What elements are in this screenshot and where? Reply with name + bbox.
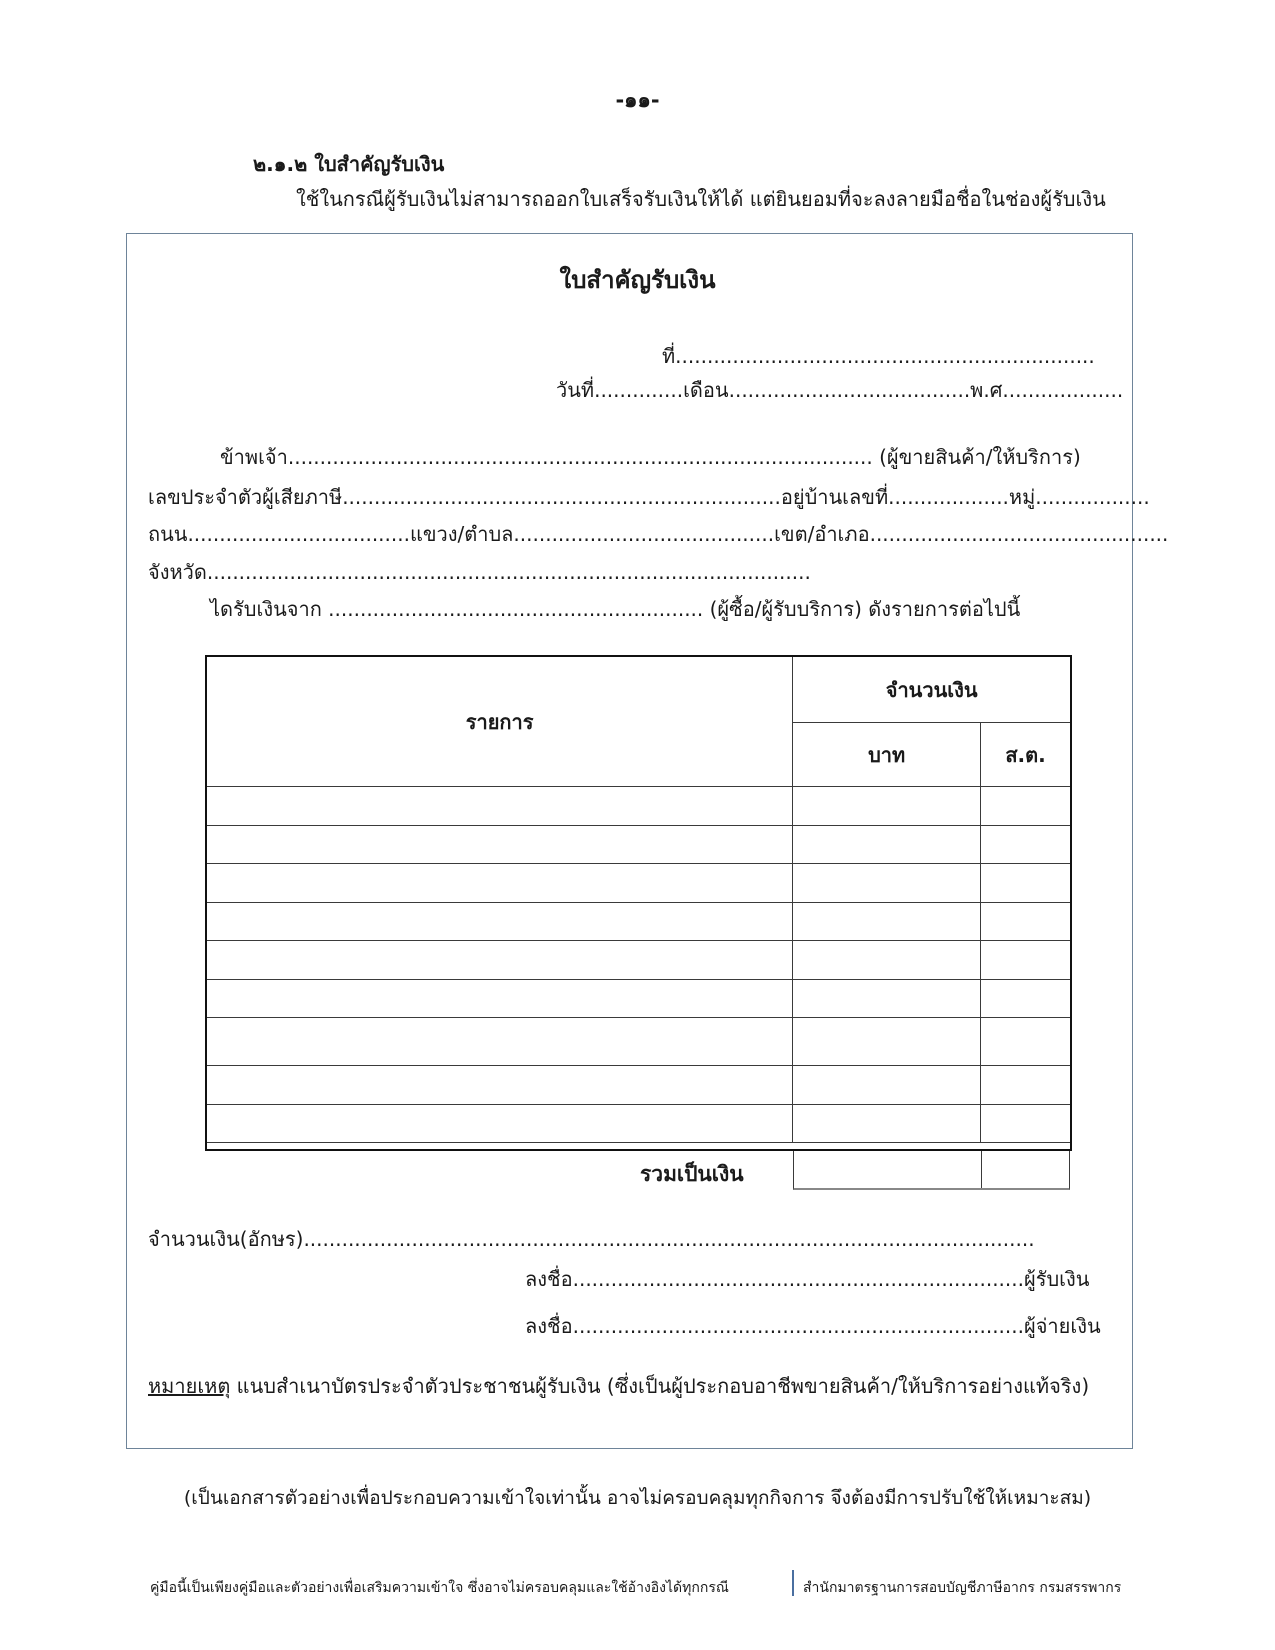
item-cell[interactable]	[207, 979, 793, 1018]
item-cell[interactable]	[207, 1066, 793, 1105]
footer-right-text: สำนักมาตรฐานการสอบบัญชีภาษีอากร กรมสรรพากร	[803, 1580, 1122, 1596]
items-table	[206, 656, 1071, 1143]
satang-cell[interactable]	[981, 941, 1071, 980]
item-cell[interactable]	[207, 825, 793, 864]
date-line: วันที่..............เดือน......................................พ.ศ...................	[556, 378, 1124, 402]
table-row	[207, 787, 1071, 826]
baht-cell[interactable]	[793, 941, 981, 980]
table-row	[207, 902, 1071, 941]
note-text: แนบสำเนาบัตรประจำตัวประชาชนผู้รับเงิน (ซึ่งเป็นผู้ประกอบอาชีพขายสินค้า/ให้บริการอย่างแท้จริง)	[230, 1374, 1090, 1398]
total-cell-divider	[981, 1151, 982, 1188]
satang-cell[interactable]	[981, 787, 1071, 826]
baht-cell[interactable]	[793, 825, 981, 864]
province-line: จังหวัด...............................................................................................	[148, 560, 811, 584]
total-label: รวมเป็นเงิน	[640, 1162, 744, 1186]
form-title: ใบสำคัญรับเงิน	[559, 266, 716, 294]
disclaimer: (เป็นเอกสารตัวอย่างเพื่อประกอบความเข้าใจเท่านั้น อาจไม่ครอบคลุมทุกกิจการ จึงต้องมีการปรับใช้ให้เหมาะสม)	[183, 1487, 1092, 1509]
note	[148, 1370, 1089, 1402]
payer-signature-line: ลงชื่อ.......................................................................ผู้จ่ายเงิน	[525, 1314, 1101, 1338]
table-row	[207, 979, 1071, 1018]
footer-divider	[792, 1570, 794, 1596]
amount-in-words-line: จำนวนเงิน(อักษร)...................................................................................................................	[148, 1227, 1035, 1251]
footer-left-text: คู่มือนี้เป็นเพียงคู่มือและตัวอย่างเพื่อเสริมความเข้าใจ ซึ่งอาจไม่ครอบคลุมและใช้อ้างอิงได้ทุกกรณี	[150, 1580, 729, 1596]
item-cell[interactable]	[207, 1104, 793, 1143]
baht-cell[interactable]	[793, 1066, 981, 1105]
table-row	[207, 864, 1071, 903]
table-row	[207, 1104, 1071, 1143]
received-from-line: ไดรับเงินจาก ........................................................... (ผู้ซื้อ/ผู้รับบริการ) ดังรายการต่อไปนี้	[210, 597, 1021, 621]
table-row	[207, 825, 1071, 864]
baht-cell[interactable]	[793, 1104, 981, 1143]
baht-cell[interactable]	[793, 979, 981, 1018]
baht-cell[interactable]	[793, 787, 981, 826]
section-description: ใช้ในกรณีผู้รับเงินไม่สามารถออกใบเสร็จรับเงินให้ได้ แต่ยินยอมที่จะลงลายมือชื่อในช่องผู้รับเงิน	[296, 187, 1106, 211]
note-label: หมายเหตุ	[148, 1374, 231, 1398]
satang-cell[interactable]	[981, 902, 1071, 941]
item-cell[interactable]	[207, 1018, 793, 1066]
satang-cell[interactable]	[981, 825, 1071, 864]
item-cell[interactable]	[207, 864, 793, 903]
item-cell[interactable]	[207, 941, 793, 980]
satang-cell[interactable]	[981, 1066, 1071, 1105]
table-row	[207, 1066, 1071, 1105]
table-row	[207, 1018, 1071, 1066]
baht-cell[interactable]	[793, 864, 981, 903]
receiver-signature-line: ลงชื่อ.......................................................................ผู้รับเงิน	[525, 1267, 1090, 1291]
table-row	[207, 941, 1071, 980]
seller-name-line: ข้าพเจ้า............................................................................................ (ผู้ขายสินค้า/ให้บริการ)	[220, 445, 1081, 469]
tax-id-address-line: เลขประจำตัวผู้เสียภาษี.....................................................................อยู่บ้านเลขที่...................หมู่..................	[148, 485, 1150, 509]
satang-cell[interactable]	[981, 979, 1071, 1018]
document-number-line: ที่..................................................................	[662, 344, 1095, 368]
total-amount-cells	[793, 1151, 1070, 1190]
satang-cell[interactable]	[981, 864, 1071, 903]
items-header-description: รายการ	[207, 657, 793, 787]
item-cell[interactable]	[207, 902, 793, 941]
items-header-satang: ส.ต.	[981, 723, 1071, 787]
item-cell[interactable]	[207, 787, 793, 826]
baht-cell[interactable]	[793, 1018, 981, 1066]
items-header-amount: จำนวนเงิน	[793, 657, 1071, 723]
page-number: -๑๑-	[615, 88, 660, 112]
road-district-line: ถนน...................................แขวง/ตำบล.........................................เขต/อำเภอ...............................................	[148, 522, 1169, 546]
section-heading: ๒.๑.๒ ใบสำคัญรับเงิน	[253, 152, 445, 176]
items-header-baht: บาท	[793, 723, 981, 787]
satang-cell[interactable]	[981, 1018, 1071, 1066]
satang-cell[interactable]	[981, 1104, 1071, 1143]
baht-cell[interactable]	[793, 902, 981, 941]
